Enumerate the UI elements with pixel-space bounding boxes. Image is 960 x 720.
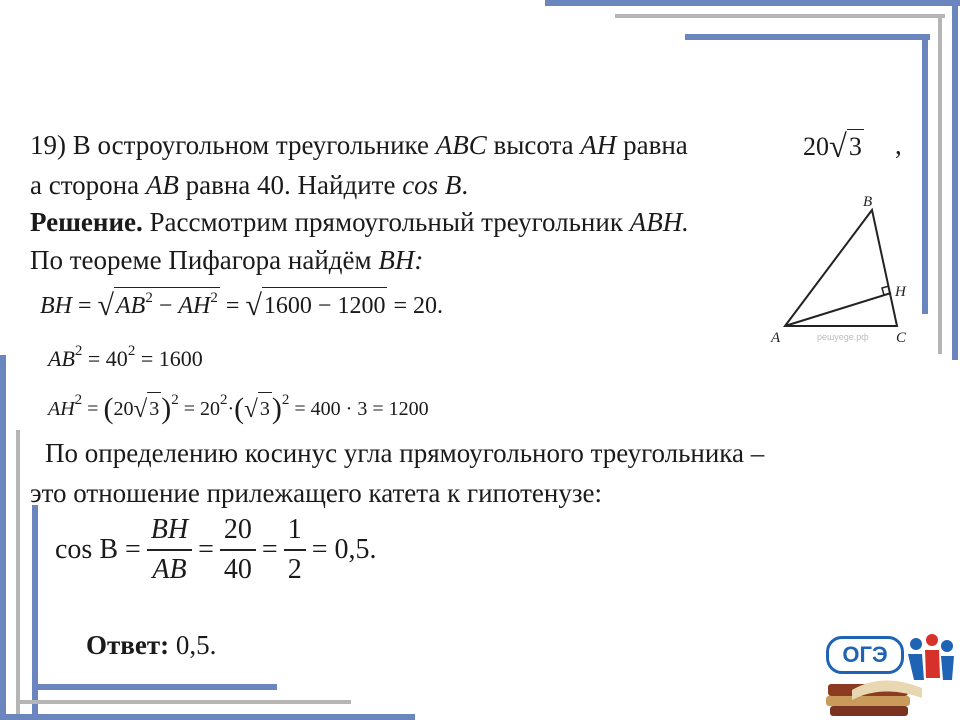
problem-comma: , xyxy=(895,130,902,160)
frame-bar-bottom-2 xyxy=(16,700,351,704)
figure-label-a: A xyxy=(771,330,781,346)
triangle-figure xyxy=(765,190,915,350)
figure-label-b: B xyxy=(863,194,873,210)
cos-formula: cos B = $\frac{BH}{AB}$ = $\frac{20}{40}$ = $\frac{1}{2}$ = 0,5. xyxy=(55,508,377,592)
oge-logo xyxy=(822,632,958,718)
height-value: 20√3 xyxy=(803,129,862,165)
ah-squared-formula: $AH^2 = (20√$ $3)^2 = 20^2\cdot(√$ 3)$^2$ = 400 · 3 = 1200 xyxy=(48,392,429,425)
bh-formula: BH = $√AB^2 - AH^2 = √1600 - 1200 = 20$. xyxy=(40,286,443,327)
frame-bar-bottom-3 xyxy=(32,684,277,690)
frame-bar-top-1 xyxy=(545,0,960,6)
definition-line-1: По определению косинус угла прямоугольного треугольника – xyxy=(45,438,765,468)
ab-squared-formula: $AB^2 = 40^2 = 1600$ xyxy=(48,343,203,371)
problem-line-2: а сторона AB равна 40. Найдите cos B. xyxy=(30,170,469,200)
definition-line-2: это отношение прилежащего катета к гипотенузе: xyxy=(30,478,603,508)
problem-line-1: 19) В остроугольном треугольнике ABC высота AH равна xyxy=(30,130,688,160)
solution-line: Решение. Рассмотрим прямоугольный треугольник ABH. xyxy=(30,207,689,237)
frame-bar-left-1 xyxy=(0,355,6,720)
answer: Ответ: 0,5. xyxy=(86,630,217,660)
figure-label-h: H xyxy=(895,284,906,300)
frame-bar-bottom-1 xyxy=(0,714,415,720)
figure-label-c: C xyxy=(896,330,907,346)
logo-text: ОГЭ xyxy=(842,642,888,667)
frame-bar-right-2 xyxy=(922,34,928,314)
frame-bar-left-2 xyxy=(16,430,20,720)
logo-badge xyxy=(826,636,904,674)
figure-watermark: решуege.рф xyxy=(817,332,869,342)
frame-bar-right-3 xyxy=(952,0,958,360)
frame-bar-right-1 xyxy=(938,14,942,354)
people-icon xyxy=(902,632,958,692)
pythagoras-line: По теореме Пифагора найдём BH: xyxy=(30,245,424,275)
frame-bar-top-3 xyxy=(685,34,930,40)
frame-bar-top-2 xyxy=(615,14,945,18)
